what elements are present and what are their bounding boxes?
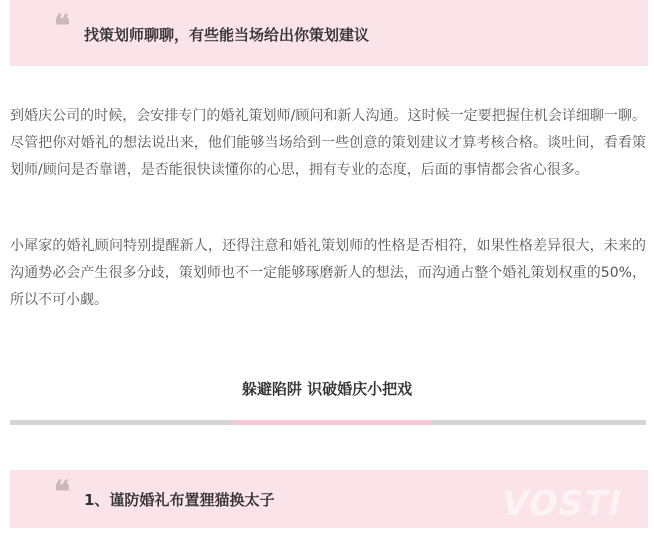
quote-mark-icon: ❝ xyxy=(54,9,71,44)
divider-accent xyxy=(232,420,432,425)
section-heading: 躲避陷阱 识破婚庆小把戏 xyxy=(241,380,413,398)
quote-block-bottom xyxy=(10,470,648,528)
quote-mark-icon: ❝ xyxy=(54,475,71,510)
paragraph-consultation: 到婚庆公司的时候，会安排专门的婚礼策划师/顾问和新人沟通。这时候一定要把握住机会详细聊一聊。尽管把你对婚礼的想法说出来，他们能够当场给到一些创意的策划建议才算考核合格。谈吐间，看看策划师/顾问是否靠谱，是否能很快读懂你的心思，拥有专业的态度，后面的事情都会省心很多。 xyxy=(10,108,646,178)
watermark-logo: VOSTI xyxy=(497,484,627,524)
quote-text: 1、谨防婚礼布置狸猫换太子 xyxy=(84,491,275,509)
quote-text: 找策划师聊聊，有些能当场给出你策划建议 xyxy=(84,26,370,44)
section-divider xyxy=(10,420,646,425)
quote-block-top xyxy=(10,0,648,66)
paragraph-personality: 小犀家的婚礼顾问特别提醒新人，还得注意和婚礼策划师的性格是否相符，如果性格差异很大，未来的沟通势必会产生很多分歧，策划师也不一定能够琢磨新人的想法，而沟通占整个婚礼策划权重的50%，所以不可小觑。 xyxy=(10,238,646,308)
